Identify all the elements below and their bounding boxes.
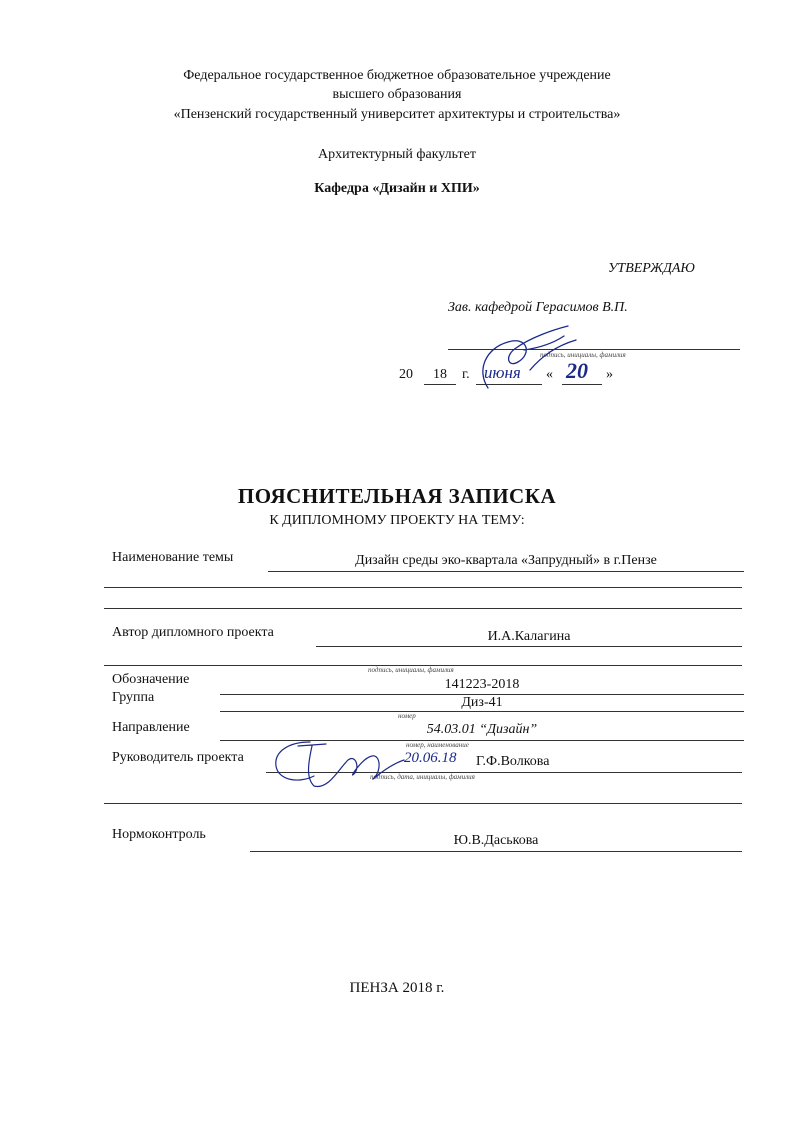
normcontrol-line [250, 851, 742, 852]
supervisor-label: Руководитель проекта [112, 750, 244, 765]
supervisor-signature [268, 730, 418, 800]
approval-month-handwritten: июня [484, 363, 521, 382]
institution-line-2: высшего образования [332, 87, 462, 102]
topic-line-2 [104, 587, 742, 588]
document-title: ПОЯСНИТЕЛЬНАЯ ЗАПИСКА [237, 484, 557, 508]
city-year: ПЕНЗА 2018 г. [349, 980, 445, 996]
approval-sign-caption: подпись, инициалы, фамилия [540, 351, 626, 359]
author-caption: подпись, инициалы, фамилия [368, 666, 454, 674]
approval-quote-close: » [606, 367, 613, 382]
department-name: Кафедра «Дизайн и ХПИ» [314, 181, 480, 196]
approval-head: Зав. кафедрой Герасимов В.П. [448, 300, 628, 315]
institution-line-3: «Пензенский государственный университет архитектуры и строительства» [173, 107, 621, 122]
topic-value: Дизайн среды эко-квартала «Запрудный» в г.Пензе [355, 553, 657, 568]
approval-label: УТВЕРЖДАЮ [608, 261, 695, 276]
direction-caption: номер, наименование [406, 741, 469, 749]
approval-year-line [424, 384, 456, 385]
approval-quote-open: « [546, 367, 553, 382]
supervisor-line-2 [104, 803, 742, 804]
topic-line-1 [268, 571, 744, 572]
normcontrol-value: Ю.В.Даськова [453, 833, 539, 848]
supervisor-value: Г.Ф.Волкова [476, 754, 550, 769]
author-label: Автор дипломного проекта [112, 625, 274, 640]
topic-label: Наименование темы [112, 550, 234, 565]
direction-value: 54.03.01 “Дизайн” [426, 722, 538, 737]
designation-label: Обозначение [112, 672, 190, 687]
approval-year-suffix: г. [462, 367, 470, 382]
approval-year-prefix: 20 [399, 367, 413, 382]
supervisor-caption: подпись, дата, инициалы, фамилия [370, 773, 475, 781]
faculty-name: Архитектурный факультет [318, 147, 476, 162]
normcontrol-label: Нормоконтроль [112, 827, 206, 842]
author-value: И.А.Калагина [487, 629, 571, 644]
group-caption: номер [398, 712, 416, 720]
document-subtitle: К ДИПЛОМНОМУ ПРОЕКТУ НА ТЕМУ: [269, 513, 525, 528]
group-value: Диз-41 [461, 695, 503, 710]
group-line [220, 711, 744, 712]
designation-value: 141223-2018 [444, 677, 520, 692]
direction-label: Направление [112, 720, 190, 735]
approval-day-handwritten: 20 [566, 358, 588, 383]
approval-year-value: 18 [433, 367, 447, 382]
institution-line-1: Федеральное государственное бюджетное образовательное учреждение [183, 68, 611, 83]
author-line [316, 646, 742, 647]
approval-signature [468, 300, 598, 400]
group-label: Группа [112, 690, 155, 705]
topic-line-3 [104, 608, 742, 609]
supervisor-date-handwritten: 20.06.18 [404, 750, 457, 766]
